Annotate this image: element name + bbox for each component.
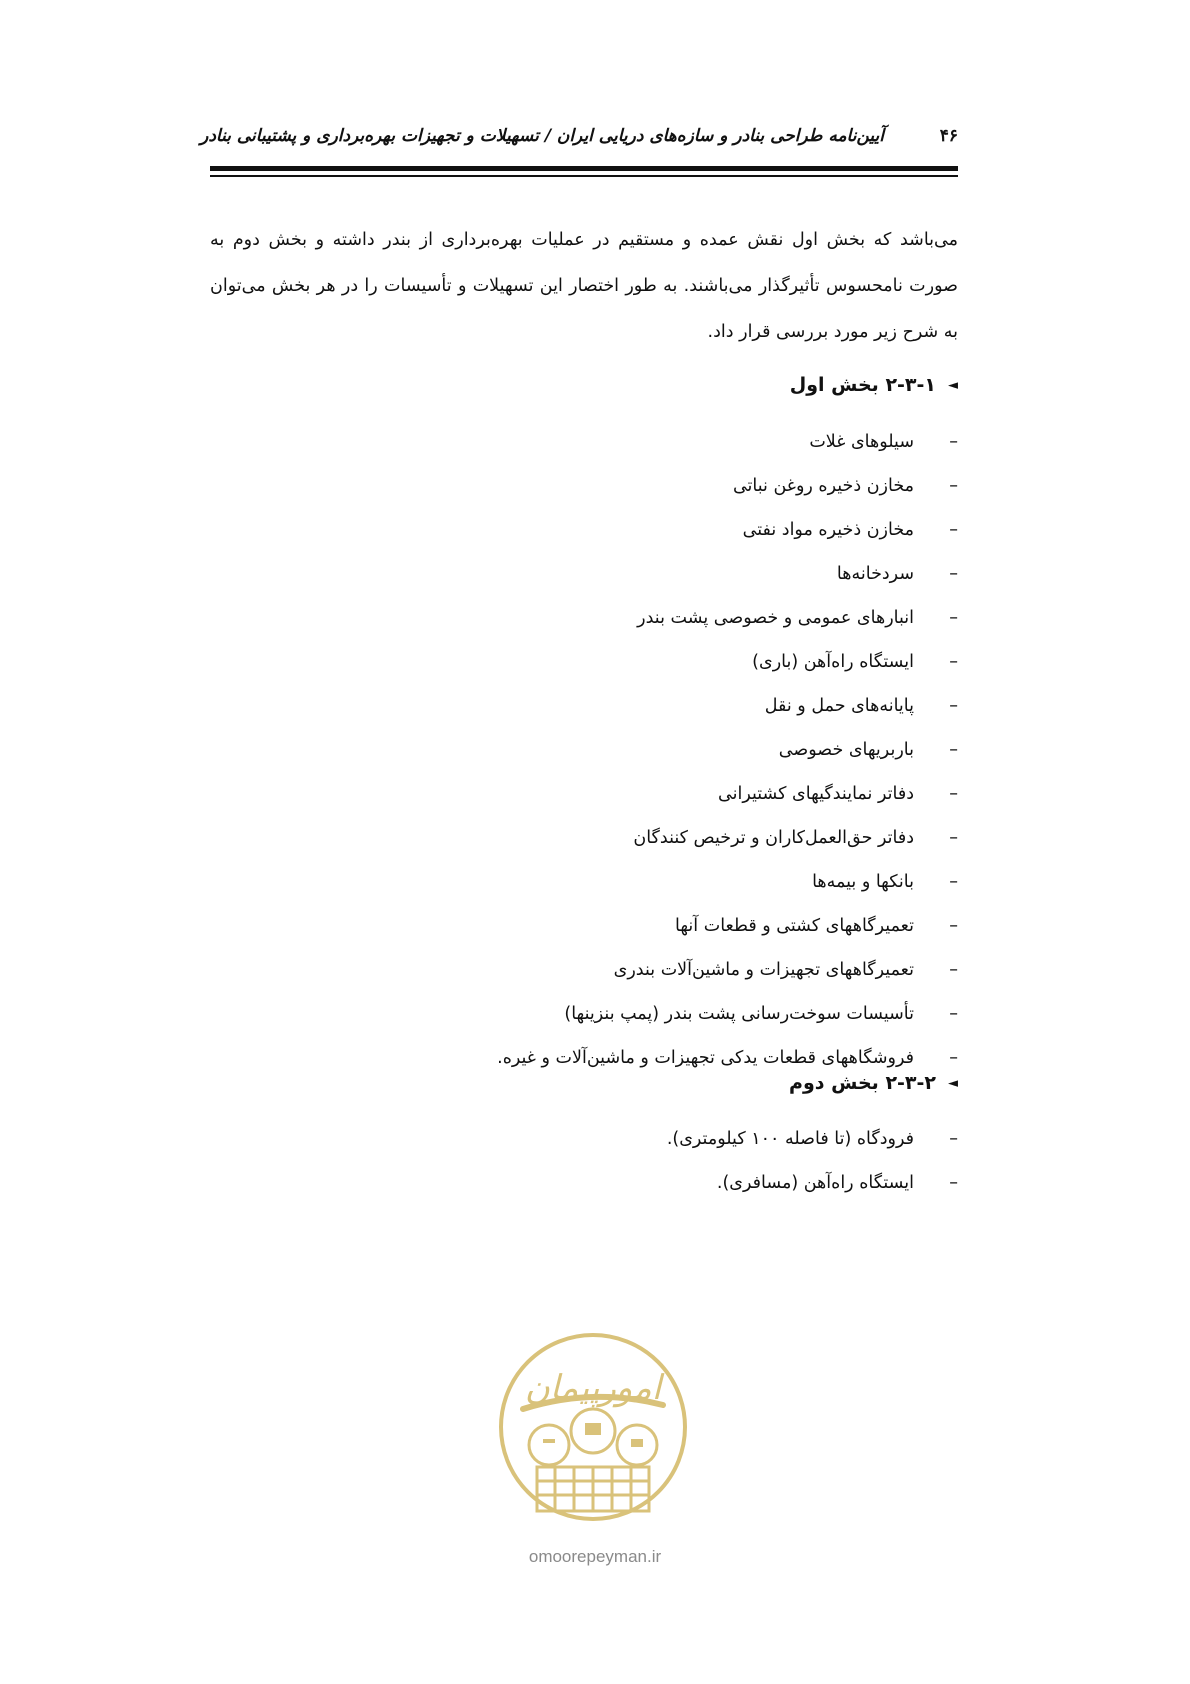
list-item	[667, 1161, 958, 1205]
list-item-text: دفاتر حق‌العمل‌کاران و ترخیص کنندگان	[633, 828, 914, 848]
section-2-list	[667, 1117, 958, 1205]
list-item	[497, 420, 958, 464]
section-heading-2-text: ۲-۳-۲ بخش دوم	[789, 1072, 936, 1094]
list-item-text: باربریهای خصوصی	[778, 740, 914, 760]
list-item	[497, 948, 958, 992]
list-item-text: سیلوهای غلات	[809, 432, 914, 452]
intro-line-2: صورت نامحسوس تأثیرگذار می‌باشند. به طور اختصار این تسهیلات و تأسیسات را در هر بخش می‌توان	[210, 276, 958, 296]
list-item	[497, 728, 958, 772]
list-item-text: سردخانه‌ها	[836, 564, 914, 584]
running-title: آیین‌نامه طراحی بنادر و سازه‌های دریایی ایران / تسهیلات و تجهیزات بهره‌برداری و پشتیبانی بنادر	[200, 126, 884, 146]
section-heading-1	[790, 374, 958, 396]
list-item-text: دفاتر نمایندگیهای کشتیرانی	[718, 784, 914, 804]
section-heading-1-text: ۲-۳-۱ بخش اول	[789, 374, 936, 396]
list-item	[497, 684, 958, 728]
page-header	[200, 118, 958, 158]
list-item	[497, 860, 958, 904]
dash-icon: –	[949, 564, 958, 584]
heading-marker-icon: ◄	[948, 378, 958, 393]
watermark-logo-text: امورپیمان	[524, 1368, 662, 1408]
header-rule-thin	[210, 175, 958, 177]
list-item	[497, 640, 958, 684]
dash-icon: –	[949, 432, 958, 452]
list-item-text: تعمیرگاههای کشتی و قطعات آنها	[675, 916, 914, 936]
intro-paragraph	[210, 217, 958, 355]
dash-icon: –	[949, 520, 958, 540]
list-item-text: بانکها و بیمه‌ها	[812, 872, 914, 892]
list-item	[667, 1117, 958, 1161]
list-item-text: انبارهای عمومی و خصوصی پشت بندر	[637, 608, 914, 628]
page-number: ۴۶	[939, 126, 958, 146]
dash-icon: –	[949, 1129, 958, 1149]
dash-icon: –	[949, 960, 958, 980]
intro-line-3: به شرح زیر مورد بررسی قرار داد.	[707, 322, 958, 342]
dash-icon: –	[949, 476, 958, 496]
list-item-text: فرودگاه (تا فاصله ۱۰۰ کیلومتری).	[666, 1129, 914, 1149]
list-item	[497, 816, 958, 860]
watermark-logo-icon	[493, 1327, 693, 1527]
watermark-url: omoorepeyman.ir	[528, 1547, 662, 1566]
dash-icon: –	[949, 916, 958, 936]
intro-line-1: می‌باشد که بخش اول نقش عمده و مستقیم در عملیات بهره‌برداری از بندر داشته و بخش دوم به	[210, 230, 958, 250]
heading-marker-icon: ◄	[948, 1076, 958, 1091]
list-item	[497, 596, 958, 640]
list-item-text: فروشگاههای قطعات یدکی تجهیزات و ماشین‌آلات و غیره.	[497, 1048, 914, 1068]
list-item-text: ایستگاه راه‌آهن (مسافری).	[716, 1173, 914, 1193]
list-item	[497, 904, 958, 948]
section-heading-2	[789, 1072, 958, 1094]
list-item	[497, 992, 958, 1036]
list-item	[497, 772, 958, 816]
list-item-text: مخازن ذخیره مواد نفتی	[742, 520, 914, 540]
header-rule-thick	[210, 166, 958, 171]
list-item-text: ایستگاه راه‌آهن (باری)	[752, 652, 914, 672]
list-item	[497, 464, 958, 508]
dash-icon: –	[949, 696, 958, 716]
dash-icon: –	[949, 828, 958, 848]
list-item-text: پایانه‌های حمل و نقل	[764, 696, 914, 716]
dash-icon: –	[949, 1173, 958, 1193]
dash-icon: –	[949, 740, 958, 760]
list-item-text: مخازن ذخیره روغن نباتی	[732, 476, 914, 496]
section-1-list	[497, 420, 958, 1080]
list-item-text: تعمیرگاههای تجهیزات و ماشین‌آلات بندری	[613, 960, 914, 980]
list-item	[497, 508, 958, 552]
dash-icon: –	[949, 608, 958, 628]
dash-icon: –	[949, 652, 958, 672]
dash-icon: –	[949, 784, 958, 804]
list-item-text: تأسیسات سوخت‌رسانی پشت بندر (پمپ بنزینها)	[564, 1004, 914, 1024]
dash-icon: –	[949, 872, 958, 892]
dash-icon: –	[949, 1048, 958, 1068]
list-item	[497, 552, 958, 596]
dash-icon: –	[949, 1004, 958, 1024]
